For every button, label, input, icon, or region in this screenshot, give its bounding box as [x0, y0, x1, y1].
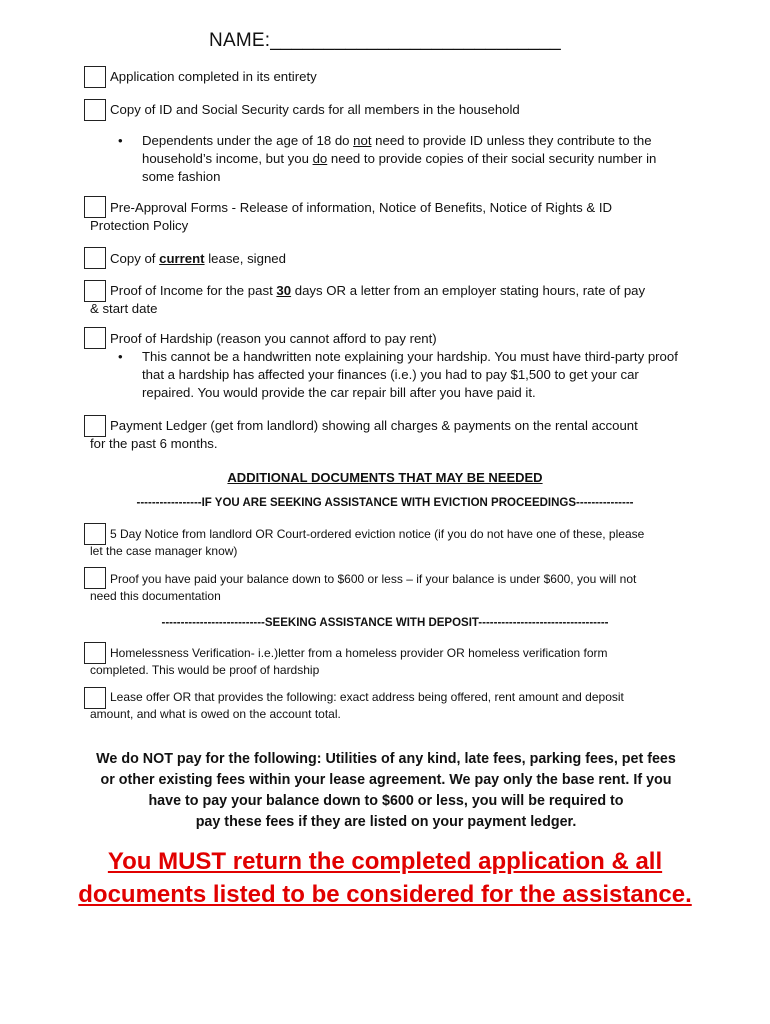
item-lease: Copy of current lease, signed — [110, 251, 286, 266]
item-ledger: Payment Ledger (get from landlord) showing all charges & payments on the rental account for the past 6 months. — [90, 418, 638, 451]
hardship-note: This cannot be a handwritten note explaining your hardship. You must have third-party proof that a hardship has affected your finances (i.e.) you had to pay $1,500 to get your car repaired. You would provide the car repair bill after you have paid it. — [142, 349, 678, 400]
item-id-cards-text: Copy of ID and Social Security cards for all members in the household — [110, 102, 520, 117]
bullet-dependents: • — [118, 133, 123, 148]
item-application — [90, 68, 682, 86]
name-field-label: NAME:___________________________ — [209, 30, 561, 51]
fees-not-covered-notice-end: pay these fees if they are listed on your payment ledger. — [195, 814, 577, 830]
item-lease-offer: Lease offer OR that provides the following: exact address being offered, rent amount and deposit amount, and what is owed on the account total. — [90, 690, 624, 721]
bullet-hardship: • — [118, 349, 123, 364]
item-eviction-notice: 5 Day Notice from landlord OR Court-ordered eviction notice (if you do not have one of these, please let the case manager know) — [90, 527, 645, 558]
item-pre-approval: Pre-Approval Forms - Release of information, Notice of Benefits, Notice of Rights & ID Protection Policy — [90, 200, 613, 233]
item-homeless-verification: Homelessness Verification- i.e.)letter from a homeless provider OR homeless verification form completed. This would be proof of hardship — [90, 646, 608, 677]
fees-not-covered-notice: We do NOT pay for the following: Utilities of any kind, late fees, parking fees, pet fees or other existing fees within your lease agreement. We pay only the base rent. If you have to pay your balance down to $600 or less, you will be required to — [96, 751, 676, 809]
item-income: Proof of Income for the past 30 days OR a letter from an employer stating hours, rate of pay & start date — [90, 283, 646, 316]
item-id-cards — [90, 101, 682, 119]
dependents-note: Dependents under the age of 18 do not need to provide ID unless they contribute to the household’s income, but you do need to provide copies of their social security number in some fashion — [142, 133, 657, 184]
item-balance-proof: Proof you have paid your balance down to $600 or less – if your balance is under $600, you will not need this documentation — [90, 572, 637, 603]
item-application-text: Application completed in its entirety — [110, 69, 317, 84]
additional-documents-heading: ADDITIONAL DOCUMENTS THAT MAY BE NEEDED — [227, 470, 543, 485]
deposit-section-divider: ---------------------------SEEKING ASSISTANCE WITH DEPOSIT---------------------------------- — [161, 617, 609, 629]
item-hardship: Proof of Hardship (reason you cannot afford to pay rent) — [110, 331, 437, 346]
must-return-warning: You MUST return the completed application & all documents listed to be considered for the assistance. — [78, 848, 692, 908]
eviction-section-divider: -----------------IF YOU ARE SEEKING ASSISTANCE WITH EVICTION PROCEEDINGS--------------- — [136, 497, 634, 509]
